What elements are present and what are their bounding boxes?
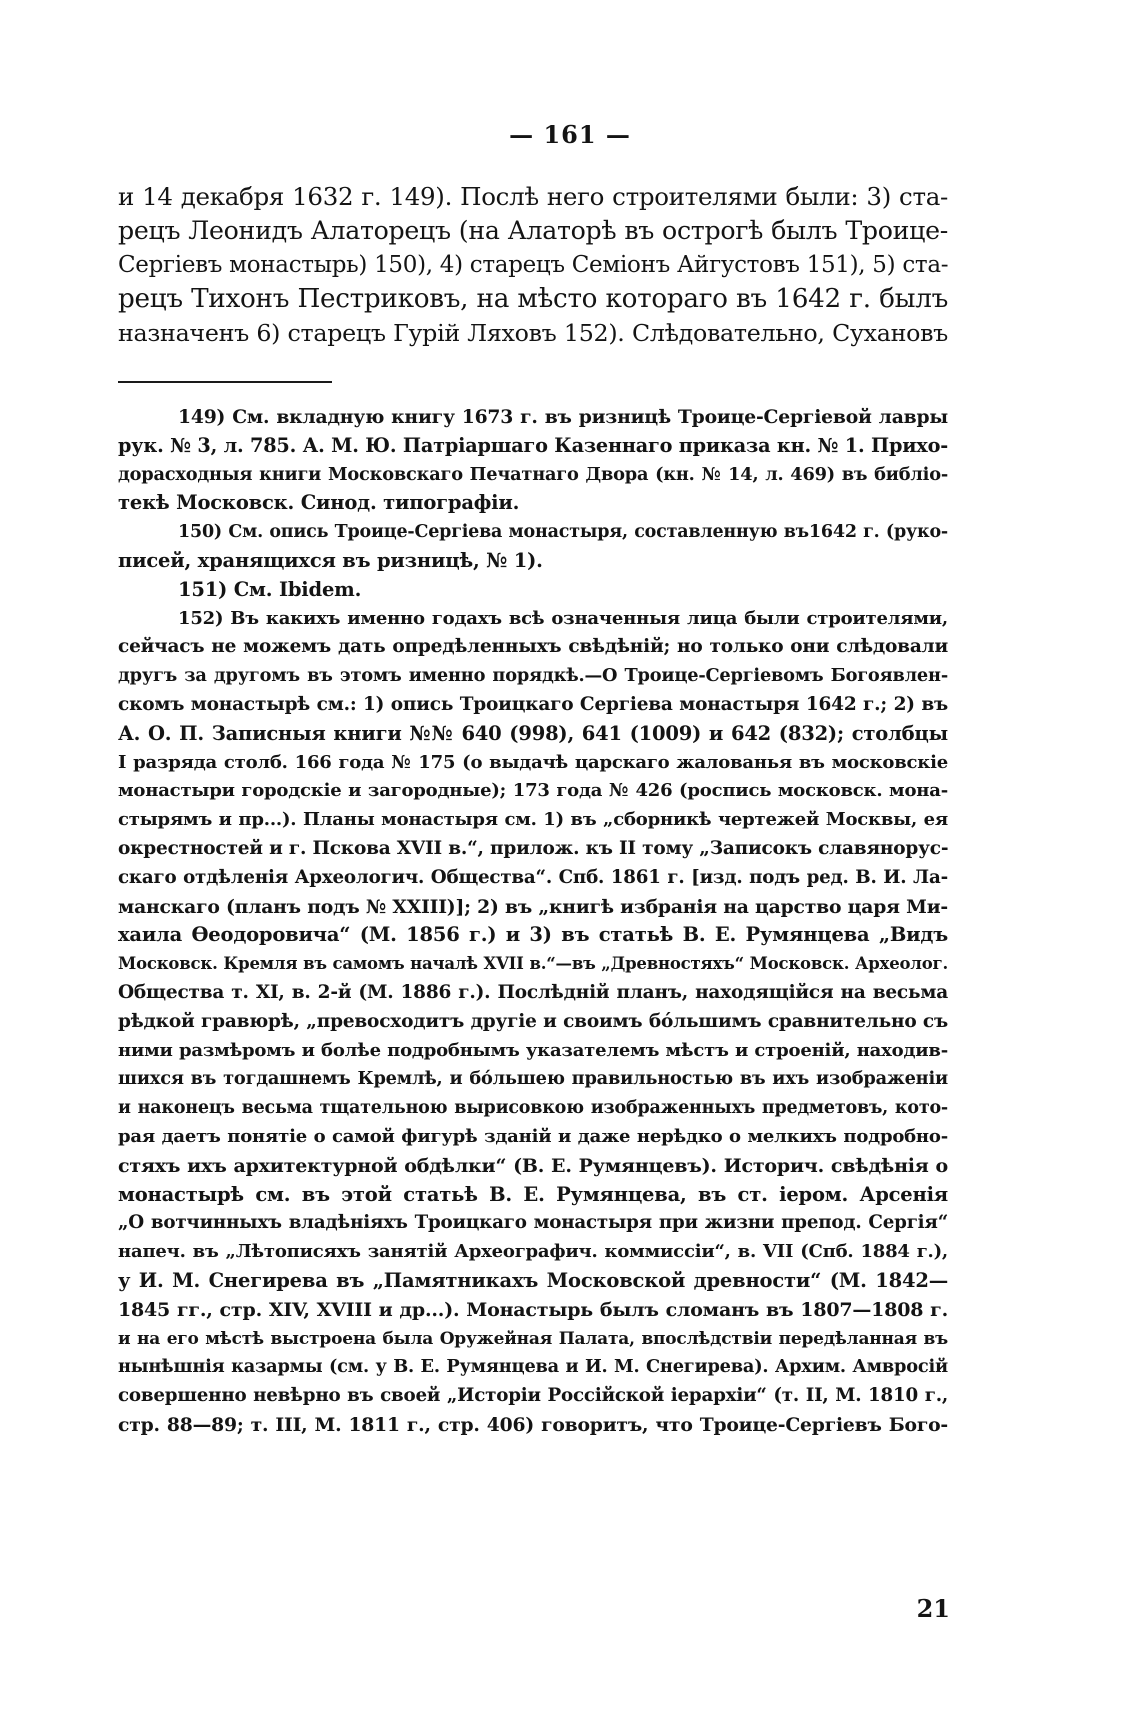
footnote-line: окрестностей и г. Пскова XVII в.“, прилож. къ II тому „Записокъ славянорус-	[118, 837, 949, 859]
footnote-line: шихся въ тогдашнемъ Кремлѣ, и бóльшею правильностью въ ихъ изображеніи	[118, 1068, 948, 1090]
footnote-line: у И. М. Снегирева въ „Памятникахъ Московской древности“ (М. 1842—	[118, 1268, 948, 1292]
text-line: назначенъ 6) старецъ Гурій Ляховъ 152). Слѣдовательно, Сухановъ	[118, 319, 948, 347]
text-line: и 14 декабря 1632 г. 149). Послѣ него строителями были: 3) ста-	[118, 182, 948, 211]
main-text	[118, 180, 948, 350]
footnote-line: рая даетъ понятіе о самой фигурѣ зданій и даже нерѣдко о мелкихъ подробно-	[118, 1125, 948, 1147]
footnote-line: 1845 гг., стр. XIV, XVIII и др...). Монастырь былъ сломанъ въ 1807—1808 г.	[118, 1298, 948, 1321]
footnote-line: хаила Ѳеодоровича“ (М. 1856 г.) и 3) въ статьѣ В. Е. Румянцева „Видъ	[118, 923, 948, 947]
footnote-line: Общества т. XI, в. 2-й (М. 1886 г.). Послѣдній планъ, находящійся на весьма	[118, 981, 948, 1003]
footnote-line: и на его мѣстѣ выстроена была Оружейная Палата, впослѣдствіи передѣланная въ	[118, 1328, 948, 1349]
footnote-line: манскаго (планъ подъ № XXIII)]; 2) въ „книгѣ избранія на царство царя Ми-	[118, 895, 948, 918]
text-line: рецъ Тихонъ Пестриковъ, на мѣсто котораго въ 1642 г. былъ	[118, 284, 948, 314]
footnote-separator	[118, 381, 332, 383]
footnote-line: напеч. въ „Лѣтописяхъ занятій Археографич. коммиссіи“, в. VII (Спб. 1884 г.),	[118, 1241, 948, 1263]
footnote-line: стр. 88—89; т. III, М. 1811 г., стр. 406) говоритъ, что Троице-Сергіевъ Бого-	[118, 1413, 948, 1436]
footnote-line: совершенно невѣрно въ своей „Исторіи Россійской іерархіи“ (т. II, М. 1810 г.,	[118, 1385, 948, 1407]
footnote-line: текѣ Московск. Синод. типографіи.	[118, 491, 520, 515]
footnote-line: дорасходныя книги Московскаго Печатнаго Двора (кн. № 14, л. 469) въ библіо-	[118, 463, 948, 485]
footnote-line: „О вотчинныхъ владѣніяхъ Троицкаго монастыря при жизни препод. Сергія“	[118, 1212, 948, 1234]
page-number: — 161 —	[509, 120, 631, 149]
text-line: рецъ Леонидъ Алаторецъ (на Алаторѣ въ острогѣ былъ Троице-	[118, 216, 948, 245]
footnote-line: монастыри городскіе и загородные); 173 года № 426 (роспись московск. мона-	[118, 780, 948, 802]
signature-mark: 21	[916, 1594, 950, 1623]
footnote-line: другъ за другомъ въ этомъ именно порядкѣ.—О Троице-Сергіевомъ Богоявлен-	[118, 665, 948, 687]
footnote-line: писей, хранящихся въ ризницѣ, № 1).	[118, 548, 543, 572]
footnote-line: нынѣшнія казармы (см. у В. Е. Румянцева и И. М. Снегирева). Архим. Амвросій	[118, 1356, 948, 1378]
footnote-line: рук. № 3, л. 785. А. М. Ю. Патріаршаго Казеннаго приказа кн. № 1. Прихо-	[118, 433, 948, 457]
footnote-line: скомъ монастырѣ см.: 1) опись Троицкаго Сергіева монастыря 1642 г.; 2) въ	[118, 693, 948, 715]
footnote-line: I разряда столб. 166 года № 175 (о выдачѣ царскаго жалованья въ московскіе	[118, 751, 948, 773]
footnote-line: Московск. Кремля въ самомъ началѣ XVII в.“—въ „Древностяхъ“ Московск. Археолог.	[118, 954, 948, 974]
footnote-line: стяхъ ихъ архитектурной обдѣлки“ (В. Е. Румянцевъ). Историч. свѣдѣнія о	[118, 1154, 948, 1177]
footnote-line: 149) См. вкладную книгу 1673 г. въ ризницѣ Троице-Сергіевой лавры	[178, 406, 948, 428]
text-line: Сергіевъ монастырь) 150), 4) старецъ Семіонъ Айгустовъ 151), 5) ста-	[118, 252, 949, 278]
footnotes	[118, 403, 948, 1440]
footnote-line: сейчасъ не можемъ дать опредѣленныхъ свѣдѣній; но только они слѣдовали	[118, 636, 948, 658]
footnote-line: стырямъ и пр...). Планы монастыря см. 1) въ „сборникѣ чертежей Москвы, ея	[118, 809, 948, 831]
footnote-line: 150) См. опись Троице-Сергіева монастыря, составленную въ1642 г. (руко-	[178, 522, 948, 543]
footnote-line: ними размѣромъ и болѣе подробнымъ указателемъ мѣстъ и строеній, находив-	[118, 1039, 948, 1061]
footnote-line: и наконецъ весьма тщательною вырисовкою изображенныхъ предметовъ, кото-	[118, 1098, 948, 1119]
footnote-line: 151) См. Ibidem.	[178, 577, 362, 601]
footnote-line: монастырѣ см. въ этой статьѣ В. Е. Румянцева, въ ст. іером. Арсенія	[118, 1182, 948, 1206]
footnote-line: 152) Въ какихъ именно годахъ всѣ означенныя лица были строителями,	[178, 607, 948, 629]
footnote-line: А. О. П. Записныя книги №№ 640 (998), 641 (1009) и 642 (832); столбцы	[118, 721, 948, 745]
footnote-line: скаго отдѣленія Археологич. Общества“. Спб. 1861 г. [изд. подъ ред. В. И. Ла-	[118, 866, 948, 888]
footnote-line: рѣдкой гравюрѣ, „превосходитъ другіе и своимъ бóльшимъ сравнительно съ	[118, 1010, 948, 1032]
